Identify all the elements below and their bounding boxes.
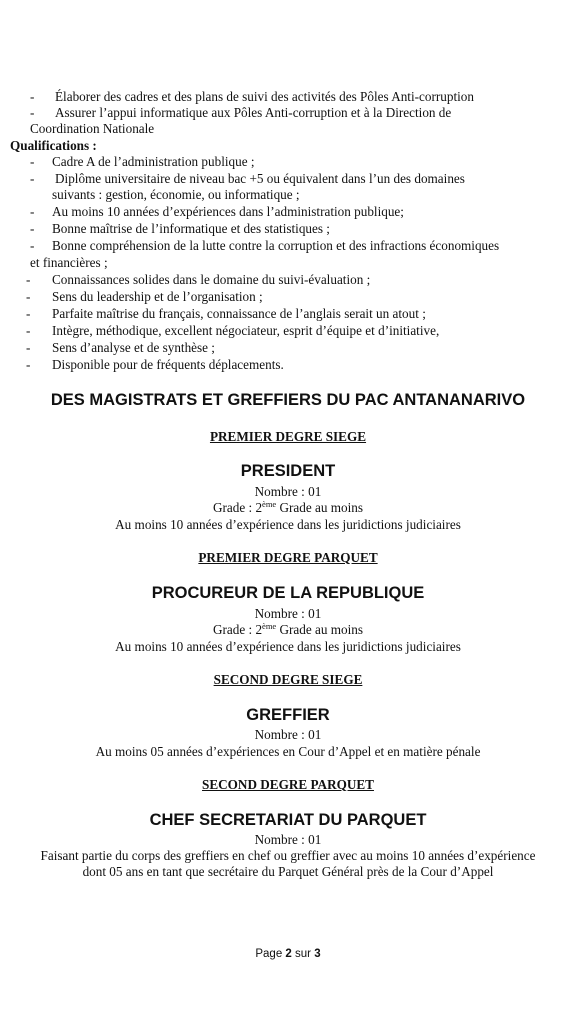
- page-of-label: sur: [295, 948, 312, 960]
- page-label: Page: [255, 948, 283, 960]
- list-item: Connaissances solides dans le domaine du suivi-évaluation ;: [52, 272, 371, 287]
- position-title: PROCUREUR DE LA REPUBLIQUE: [151, 584, 425, 602]
- page-number: [0, 948, 576, 960]
- bullet-dash: -: [30, 221, 35, 236]
- position-requirement: Au moins 10 années d’expérience dans les juridictions judiciaires: [115, 639, 461, 654]
- list-item-continuation: et financières ;: [30, 255, 108, 270]
- position-requirement: dont 05 ans en tant que secrétaire du Parquet Général près de la Cour d’Appel: [82, 864, 494, 879]
- bullet-dash: -: [26, 323, 31, 338]
- bullet-dash: -: [30, 154, 35, 169]
- position-count: Nombre : 01: [254, 484, 322, 499]
- bullet-dash: -: [30, 204, 35, 219]
- list-item: Diplôme universitaire de niveau bac +5 ou équivalent dans l’un des domaines: [55, 171, 465, 186]
- section-subheading: SECOND DEGRE PARQUET: [202, 777, 374, 792]
- list-item: Bonne maîtrise de l’informatique et des statistiques ;: [52, 221, 330, 236]
- position-title: PRESIDENT: [240, 462, 336, 480]
- position-grade: [0, 622, 576, 638]
- position-count: Nombre : 01: [254, 832, 322, 847]
- page-current: 2: [285, 948, 292, 960]
- list-item: Au moins 10 années d’expériences dans l’administration publique;: [52, 204, 404, 219]
- list-item: Sens du leadership et de l’organisation ;: [52, 289, 263, 304]
- list-item: Bonne compréhension de la lutte contre la corruption et des infractions économiques: [52, 238, 500, 253]
- list-item-continuation: Coordination Nationale: [30, 121, 155, 136]
- position-count: Nombre : 01: [254, 606, 322, 621]
- page-total: 3: [314, 948, 321, 960]
- bullet-dash: -: [26, 340, 31, 355]
- list-item: Intègre, méthodique, excellent négociateur, esprit d’équipe et d’initiative,: [52, 323, 440, 338]
- grade-text: Grade au moins: [276, 500, 364, 515]
- grade-text: Grade au moins: [276, 622, 364, 637]
- position-requirement: Au moins 10 années d’expérience dans les juridictions judiciaires: [115, 517, 461, 532]
- list-item: Parfaite maîtrise du français, connaissance de l’anglais serait un atout ;: [52, 306, 426, 321]
- list-item: Élaborer des cadres et des plans de suivi des activités des Pôles Anti-corruption: [55, 89, 474, 104]
- qualifications-heading: Qualifications :: [10, 138, 97, 153]
- position-count: Nombre : 01: [254, 727, 322, 742]
- list-item-continuation: suivants : gestion, économie, ou informatique ;: [52, 187, 300, 202]
- grade-superscript: ème: [262, 621, 277, 631]
- bullet-dash: -: [26, 306, 31, 321]
- position-title: CHEF SECRETARIAT DU PARQUET: [149, 811, 427, 829]
- section-banner: DES MAGISTRATS ET GREFFIERS DU PAC ANTANANARIVO: [50, 391, 526, 409]
- grade-superscript: ème: [262, 499, 277, 509]
- bullet-dash: -: [30, 89, 35, 104]
- grade-text: Grade : 2: [212, 500, 263, 515]
- list-item: Sens d’analyse et de synthèse ;: [52, 340, 215, 355]
- bullet-dash: -: [30, 105, 35, 120]
- section-subheading: PREMIER DEGRE SIEGE: [209, 429, 367, 444]
- list-item: Cadre A de l’administration publique ;: [52, 154, 255, 169]
- bullet-dash: -: [26, 272, 31, 287]
- position-title: GREFFIER: [246, 706, 330, 724]
- position-requirement: Au moins 05 années d’expériences en Cour d’Appel et en matière pénale: [95, 744, 481, 759]
- bullet-dash: -: [30, 171, 35, 186]
- bullet-dash: -: [30, 238, 35, 253]
- bullet-dash: -: [26, 357, 31, 372]
- position-requirement: Faisant partie du corps des greffiers en chef ou greffier avec au moins 10 années d’expérience: [40, 848, 536, 863]
- grade-text: Grade : 2: [212, 622, 263, 637]
- list-item: Disponible pour de fréquents déplacements.: [52, 357, 284, 372]
- list-item: Assurer l’appui informatique aux Pôles Anti-corruption et à la Direction de: [55, 105, 452, 120]
- section-subheading: PREMIER DEGRE PARQUET: [198, 550, 378, 565]
- bullet-dash: -: [26, 289, 31, 304]
- section-subheading: SECOND DEGRE SIEGE: [213, 672, 363, 687]
- position-grade: [0, 500, 576, 516]
